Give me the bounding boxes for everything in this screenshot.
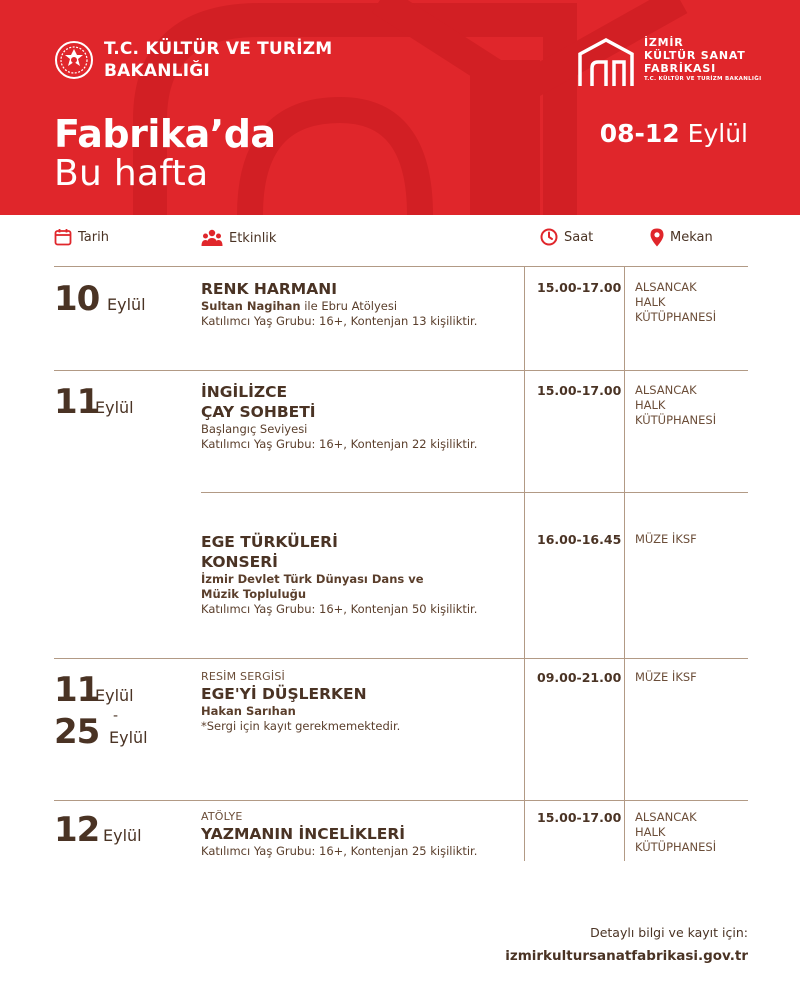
event-details <box>201 279 521 329</box>
event-performer: İzmir Devlet Türk Dünyası Dans ve <box>201 572 424 586</box>
event-venue <box>635 532 745 547</box>
event-info: Katılımcı Yaş Grubu: 16+, Kontenjan 50 kişiliktir. <box>201 602 478 616</box>
brand-subtitle: T.C. KÜLTÜR VE TURİZM BAKANLIĞI <box>644 76 762 82</box>
page-title-line2: Bu hafta <box>54 153 209 194</box>
ministry-name-line1: T.C. KÜLTÜR VE TURİZM <box>104 39 333 59</box>
event-time: 15.00-17.00 <box>537 280 622 295</box>
row-day: 10 <box>54 279 100 319</box>
week-days: 08-12 <box>599 119 680 148</box>
venue-line: ALSANCAK <box>635 810 697 824</box>
footer-info-text: Detaylı bilgi ve kayıt için: <box>590 925 748 940</box>
column-header-date-label: Tarih <box>78 229 109 245</box>
event-title: YAZMANIN İNCELİKLERİ <box>201 825 406 843</box>
event-details <box>201 670 521 734</box>
event-title: EGE'Yİ DÜŞLERKEN <box>201 685 367 703</box>
ministry-logo-block <box>54 38 332 82</box>
venue-line: KÜTÜPHANESİ <box>635 840 717 854</box>
event-details <box>201 382 521 452</box>
ministry-name-line2: BAKANLIĞI <box>104 61 210 81</box>
column-header-date <box>54 228 109 246</box>
row-day: 12 <box>54 810 100 850</box>
column-header-venue <box>650 228 713 247</box>
event-time: 15.00-17.00 <box>537 810 622 825</box>
column-header-time-label: Saat <box>564 229 594 245</box>
week-month: Eylül <box>687 119 748 148</box>
column-header-venue-label: Mekan <box>670 230 713 245</box>
event-performer: Müzik Topluluğu <box>201 587 307 601</box>
footer <box>505 924 748 966</box>
event-info: Katılımcı Yaş Grubu: 16+, Kontenjan 25 kişiliktir. <box>201 844 478 858</box>
event-note: *Sergi için kayıt gerekmemektedir. <box>201 719 401 733</box>
venue-line: KÜTÜPHANESİ <box>635 310 717 324</box>
event-details <box>201 532 521 617</box>
event-venue <box>635 383 745 428</box>
venue-line: HALK <box>635 295 666 309</box>
brand-line3: FABRİKASI <box>644 62 716 75</box>
divider <box>201 492 748 493</box>
divider <box>54 370 748 371</box>
date-range-dash: - <box>113 708 119 724</box>
event-title: EGE TÜRKÜLERİ <box>201 533 338 551</box>
event-info: Katılımcı Yaş Grubu: 16+, Kontenjan 22 kişiliktir. <box>201 437 478 451</box>
column-header-time <box>540 228 593 246</box>
event-category: ATÖLYE <box>201 810 243 823</box>
event-title: KONSERİ <box>201 553 278 571</box>
venue-line: KÜTÜPHANESİ <box>635 413 717 427</box>
event-venue <box>635 280 745 325</box>
event-host-desc: ile Ebru Atölyesi <box>300 299 398 313</box>
row-day: 11 <box>54 382 100 422</box>
ministry-seal-icon <box>54 40 94 80</box>
column-header-event-label: Etkinlik <box>229 230 277 246</box>
event-venue <box>635 670 745 685</box>
table-header <box>0 228 800 258</box>
calendar-icon <box>54 228 72 246</box>
event-category: RESİM SERGİSİ <box>201 670 285 683</box>
venue-line: ALSANCAK <box>635 280 697 294</box>
week-range <box>600 118 748 150</box>
event-title: RENK HARMANI <box>201 280 337 298</box>
page-title-line1: Fabrika’da <box>54 112 276 156</box>
row-month: Eylül <box>107 295 146 314</box>
row-day: 11 <box>54 670 100 710</box>
venue-line: ALSANCAK <box>635 383 697 397</box>
venue-line: MÜZE İKSF <box>635 532 697 546</box>
event-details <box>201 810 521 859</box>
clock-icon <box>540 228 558 246</box>
event-time: 15.00-17.00 <box>537 383 622 398</box>
brand-line2: KÜLTÜR SANAT <box>644 49 746 62</box>
row-month: Eylül <box>103 826 142 845</box>
people-icon <box>201 228 223 248</box>
divider <box>54 658 748 659</box>
event-level: Başlangıç Seviyesi <box>201 422 308 436</box>
brand-line1: İZMİR <box>644 36 684 49</box>
event-host-name: Sultan Nagihan <box>201 299 301 313</box>
website-link[interactable]: izmirkultursanatfabrikasi.gov.tr <box>505 948 748 964</box>
event-title: İNGİLİZCE <box>201 383 288 401</box>
event-title: ÇAY SOHBETİ <box>201 403 316 421</box>
location-pin-icon <box>650 228 664 247</box>
row-month: Eylül <box>95 398 134 417</box>
event-venue <box>635 810 745 855</box>
column-divider <box>624 266 625 861</box>
factory-logo-icon <box>576 32 636 88</box>
event-host <box>201 299 521 314</box>
column-divider <box>524 266 525 861</box>
header-banner <box>0 0 800 215</box>
venue-line: HALK <box>635 825 666 839</box>
row-month-end: Eylül <box>109 728 148 747</box>
row-day-end: 25 <box>54 712 100 752</box>
event-time: 09.00-21.00 <box>537 670 622 685</box>
event-info: Katılımcı Yaş Grubu: 16+, Kontenjan 13 kişiliktir. <box>201 314 478 328</box>
event-time: 16.00-16.45 <box>537 532 622 547</box>
venue-line: MÜZE İKSF <box>635 670 697 684</box>
event-artist: Hakan Sarıhan <box>201 704 296 718</box>
venue-line: HALK <box>635 398 666 412</box>
divider <box>54 266 748 267</box>
factory-logo-block <box>576 32 761 88</box>
column-header-event <box>201 228 276 248</box>
divider <box>54 800 748 801</box>
row-month: Eylül <box>95 686 134 705</box>
